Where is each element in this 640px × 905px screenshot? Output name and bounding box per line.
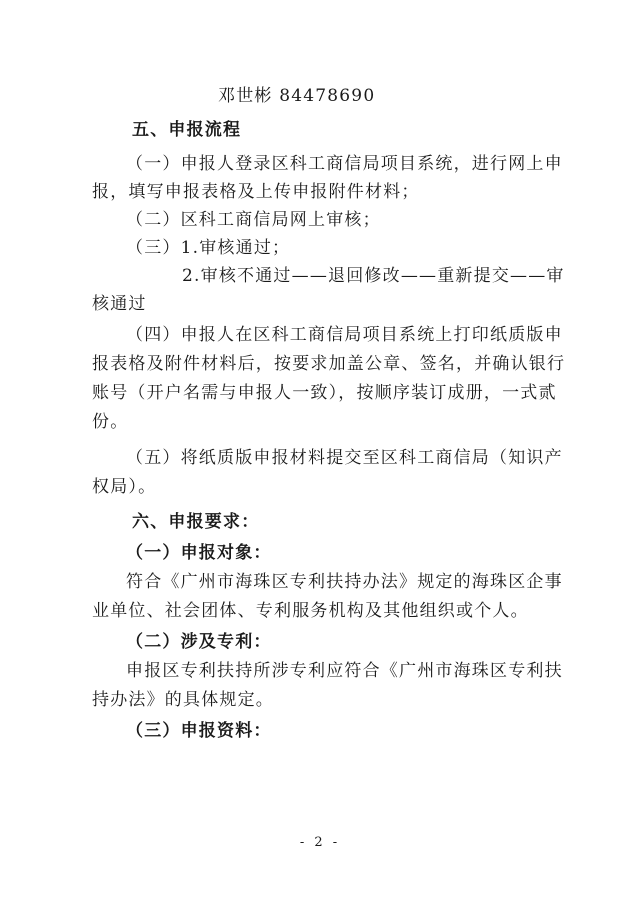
paragraph-line: 核通过	[92, 294, 147, 314]
subsection-heading: （一）申报对象：	[126, 543, 272, 563]
subsection-heading: （二）涉及专利：	[126, 632, 272, 652]
paragraph-line: 持办法》的具体规定。	[92, 690, 274, 710]
paragraph-line: （二）区科工商信局网上审核；	[126, 210, 381, 230]
paragraph-line: 业单位、社会团体、专利服务机构及其他组织或个人。	[92, 601, 529, 621]
paragraph-line: （一）申报人登录区科工商信局项目系统，进行网上申	[126, 154, 563, 174]
paragraph-line: （三）1.审核通过；	[126, 238, 291, 258]
paragraph-line: 2.审核不通过——退回修改——重新提交——审	[182, 266, 565, 286]
paragraph-line: （五）将纸质版申报材料提交至区科工商信局（知识产	[126, 448, 563, 468]
paragraph-line: 权局）。	[92, 477, 157, 497]
subsection-heading: （三）申报资料：	[126, 721, 272, 741]
paragraph-line: （四）申报人在区科工商信局项目系统上打印纸质版申	[126, 325, 563, 345]
paragraph-line: 符合《广州市海珠区专利扶持办法》规定的海珠区企事	[126, 572, 563, 592]
paragraph-line: 份。	[92, 412, 129, 432]
page-number: - 2 -	[299, 835, 341, 850]
section-heading: 六、申报要求：	[132, 512, 260, 532]
section-heading: 五、申报流程	[132, 120, 242, 140]
paragraph-line: 申报区专利扶持所涉专利应符合《广州市海珠区专利扶	[126, 661, 563, 681]
paragraph-line: 账号（开户名需与申报人一致），按顺序装订成册，一式贰	[92, 383, 557, 403]
contact-line: 邓世彬 84478690	[218, 86, 376, 106]
paragraph-line: 报表格及附件材料后，按要求加盖公章、签名，并确认银行	[92, 354, 566, 374]
paragraph-line: 报，填写申报表格及上传申报附件材料；	[92, 182, 420, 202]
